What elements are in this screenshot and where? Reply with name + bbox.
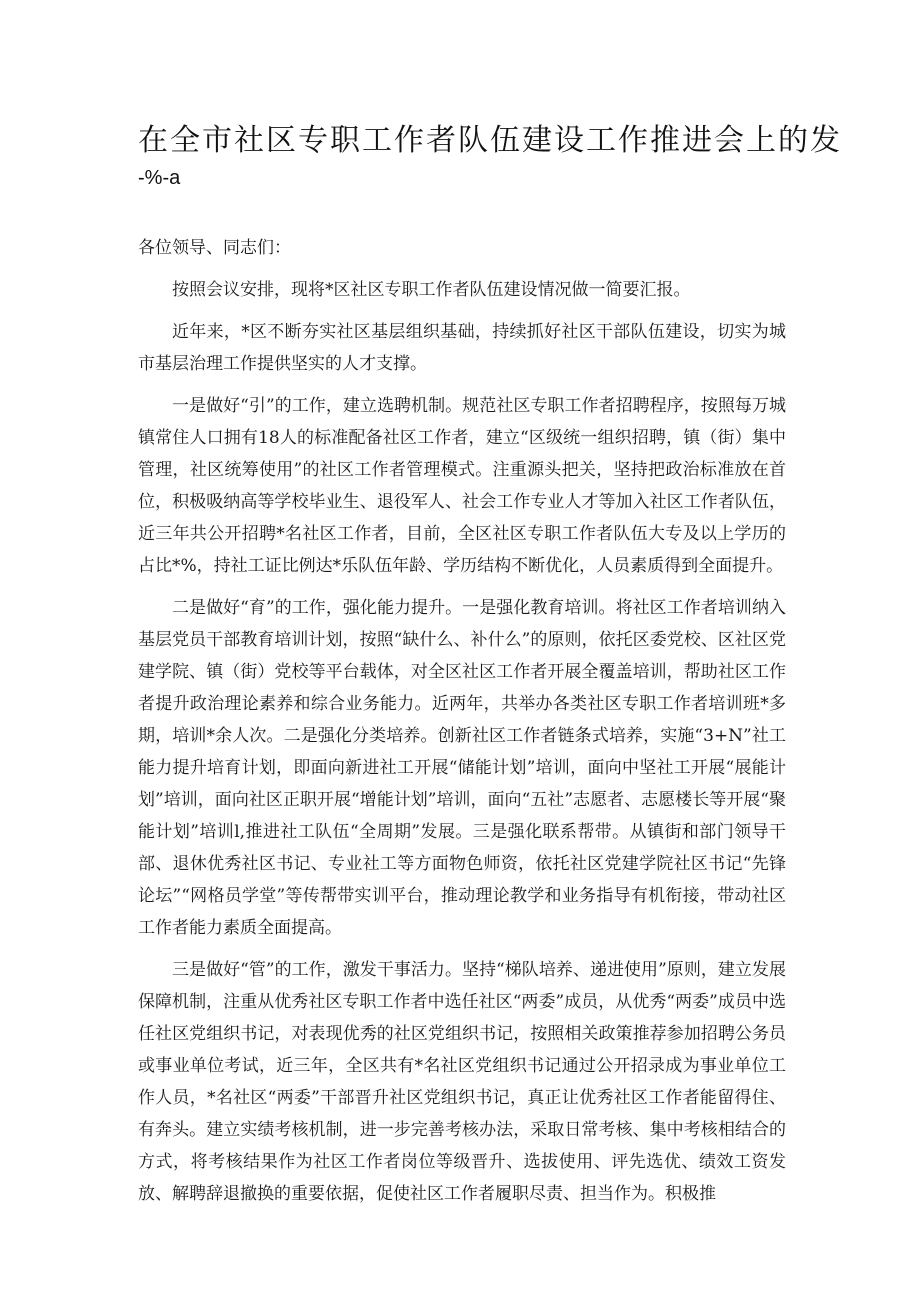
paragraph-recruitment: 一是做好“引”的工作，建立选聘机制。规范社区专职工作者招聘程序，按照每万城镇常住人口拥有18人的标准配备社区工作者，建立“区级统一组织招聘，镇（街）集中管理，社区统筹使用”的社区工作者管理模式。注重源头把关，坚持把政治标准放在首位，积极吸纳高等学校毕业生、退役军人、社会工作专业人才等加入社区工作者队伍，近三年共公开招聘*名社区工作者，目前，全区社区专职工作者队伍大专及以上学历的占比*%，持社工证比例达*乐队伍年龄、学历结构不断优化，人员素质得到全面提升。 <box>138 396 786 576</box>
document-body <box>138 232 786 1220</box>
paragraph-management: 三是做好“管”的工作，激发干事活力。坚持“梯队培养、递进使用”原则，建立发展保障机制，注重从优秀社区专职工作者中选任社区“两委”成员，从优秀“两委”成员中选任社区党组织书记，对表现优秀的社区党组织书记，按照相关政策推荐参加招聘公务员或事业单位考试，近三年，全区共有*名社区党组织书记通过公开招录成为事业单位工作人员，*名社区“两委”干部晋升社区党组织书记，真正让优秀社区工作者能留得住、有奔头。建立实绩考核机制，进一步完善考核办法，采取日常考核、集中考核相结合的方式，将考核结果作为社区工作者岗位等级晋升、选拔使用、评先选优、绩效工资发放、解聘辞退撤换的重要依据，促使社区工作者履职尽责、担当作为。积极推 <box>138 960 786 1204</box>
paragraph-intro: 按照会议安排，现将*区社区专职工作者队伍建设情况做一简要汇报。 <box>172 280 691 300</box>
document-subtitle: -%-a <box>138 167 181 189</box>
salutation: 各位领导、同志们： <box>138 238 291 258</box>
paragraph-overview: 近年来，*区不断夯实社区基层组织基础，持续抓好社区干部队伍建设，切实为城市基层治理工作提供坚实的人才支撑。 <box>138 322 786 374</box>
paragraph-training: 二是做好“育”的工作，强化能力提升。一是强化教育培训。将社区工作者培训纳入基层党员干部教育培训计划，按照“缺什么、补什么”的原则，依托区委党校、区社区党建学院、镇（街）党校等平台载体，对全区社区工作者开展全覆盖培训，帮助社区工作者提升政治理论素养和综合业务能力。近两年，共举办各类社区专职工作者培训班*多期，培训*余人次。二是强化分类培养。创新社区工作者链条式培养，实施“3+N”社工能力提升培育计划，即面向新进社工开展“储能计划”培训，面向中坚社工开展“展能计划”培训，面向社区正职开展“增能计划”培训，面向“五社”志愿者、志愿楼长等开展“聚能计划”培训l,推进社工队伍“全周期”发展。三是强化联系帮带。从镇街和部门领导干部、退休优秀社区书记、专业社工等方面物色师资，依托社区党建学院社区书记“先锋论坛”“网格员学堂”等传帮带实训平台，推动理论教学和业务指导有机衔接，带动社区工作者能力素质全面提高。 <box>138 598 786 938</box>
document-title: 在全市社区专职工作者队伍建设工作推进会上的发 <box>138 123 842 158</box>
